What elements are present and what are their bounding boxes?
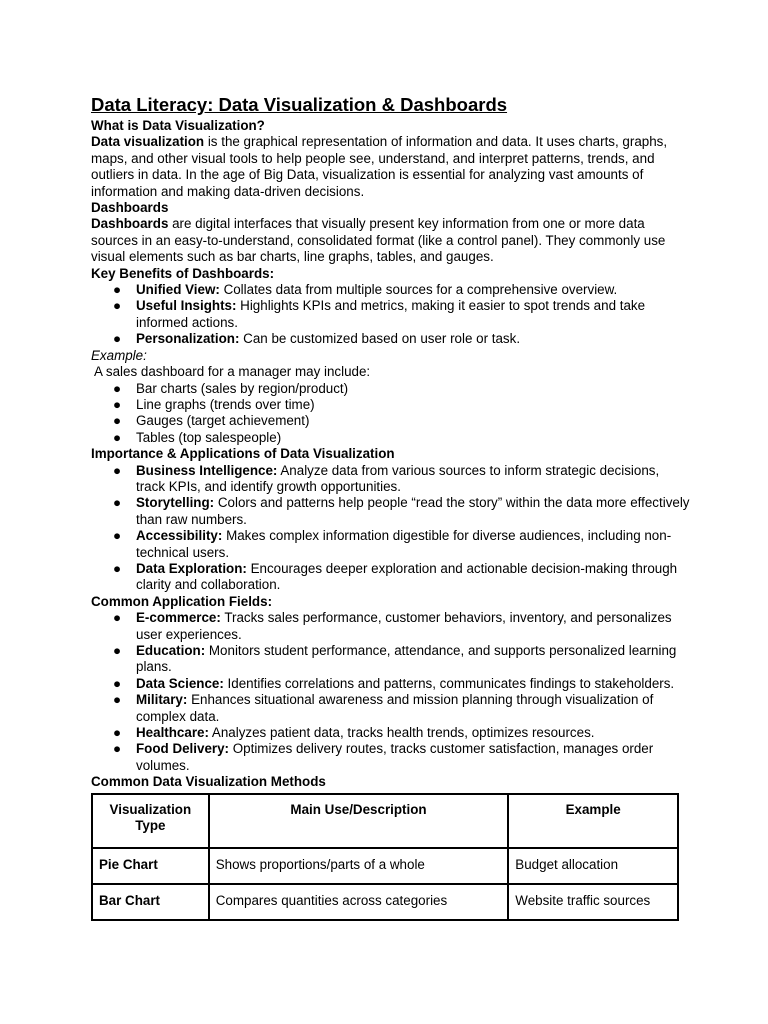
bullet-icon: ● <box>113 725 122 741</box>
fields-list <box>91 610 691 774</box>
item-text: Tables (top salespeople) <box>136 429 282 445</box>
list-item <box>91 495 691 528</box>
page-title: Data Literacy: Data Visualization & Dashboards <box>91 94 508 115</box>
item-term: Food Delivery: <box>136 741 230 757</box>
table-cell: Bar Chart <box>92 884 209 920</box>
dashboards-heading: Dashboards <box>91 200 169 216</box>
bullet-icon: ● <box>113 560 122 576</box>
table-cell: Shows proportions/parts of a whole <box>209 848 509 884</box>
table-cell: Website traffic sources <box>508 884 678 920</box>
example-list <box>91 381 691 447</box>
item-text: Colors and patterns help people “read the story” within the data more effectively than raw numbers. <box>136 495 690 527</box>
table-cell: Budget allocation <box>508 848 678 884</box>
item-text: Can be customized based on user role or task. <box>239 331 521 347</box>
bullet-icon: ● <box>113 495 122 511</box>
list-item <box>91 413 691 429</box>
bullet-icon: ● <box>113 298 122 314</box>
methods-heading: Common Data Visualization Methods <box>91 774 326 790</box>
item-term: Personalization: <box>136 331 240 347</box>
table-header-row <box>92 794 678 848</box>
table-row <box>92 848 678 884</box>
list-item <box>91 331 691 347</box>
item-term: Useful Insights: <box>136 298 237 314</box>
item-term: Unified View: <box>136 282 220 298</box>
list-item <box>91 397 691 413</box>
benefits-heading: Key Benefits of Dashboards: <box>91 265 275 281</box>
item-term: Military: <box>136 692 188 708</box>
list-item <box>91 725 691 741</box>
item-term: E-commerce: <box>136 610 221 626</box>
dashboards-term: Dashboards <box>91 216 169 232</box>
item-term: Storytelling: <box>136 495 215 511</box>
what-is-paragraph <box>91 134 691 200</box>
item-text: Bar charts (sales by region/product) <box>136 380 349 396</box>
item-term: Business Intelligence: <box>136 462 278 478</box>
item-text: Analyze data from various sources to inform strategic decisions, track KPIs, and identify growth opportunities. <box>136 462 660 494</box>
column-header: Main Use/Description <box>209 794 509 848</box>
list-item <box>91 430 691 446</box>
item-text: Gauges (target achievement) <box>136 413 310 429</box>
bullet-icon: ● <box>113 380 122 396</box>
what-is-heading: What is Data Visualization? <box>91 118 265 133</box>
methods-table <box>91 793 679 921</box>
table-cell: Pie Chart <box>92 848 209 884</box>
list-item <box>91 741 691 774</box>
benefits-list <box>91 282 691 348</box>
item-term: Data Science: <box>136 675 224 691</box>
item-text: Enhances situational awareness and mission planning through visualization of complex data. <box>136 692 654 724</box>
list-item <box>91 610 691 643</box>
table-cell: Compares quantities across categories <box>209 884 509 920</box>
item-text: Collates data from multiple sources for a comprehensive overview. <box>219 282 618 298</box>
list-item <box>91 643 691 676</box>
dashboards-text: are digital interfaces that visually present key information from one or more data sources in an easy-to-understand, consolidated format (like a control panel). They commonly use visual elements such as bar charts, line graphs, tables, and gauges. <box>91 216 666 265</box>
bullet-icon: ● <box>113 692 122 708</box>
importance-list <box>91 463 691 594</box>
bullet-icon: ● <box>113 282 122 298</box>
bullet-icon: ● <box>113 331 122 347</box>
document-content <box>91 94 691 921</box>
bullet-icon: ● <box>113 528 122 544</box>
bullet-icon: ● <box>113 741 122 757</box>
column-header: Example <box>508 794 678 848</box>
item-text: Monitors student performance, attendance, and supports personalized learning plans. <box>136 643 677 675</box>
list-item <box>91 676 691 692</box>
importance-heading: Importance & Applications of Data Visualization <box>91 446 395 462</box>
list-item <box>91 298 691 331</box>
bullet-icon: ● <box>113 462 122 478</box>
example-label: Example: <box>91 347 147 363</box>
item-term: Accessibility: <box>136 528 223 544</box>
item-text: Line graphs (trends over time) <box>136 396 315 412</box>
fields-heading: Common Application Fields: <box>91 593 273 609</box>
list-item <box>91 282 691 298</box>
item-text: Optimizes delivery routes, tracks customer satisfaction, manages order volumes. <box>136 741 654 773</box>
example-intro: A sales dashboard for a manager may include: <box>94 364 371 380</box>
item-text: Identifies correlations and patterns, communicates findings to stakeholders. <box>223 675 675 691</box>
column-header: Visualization Type <box>92 794 209 848</box>
item-text: Encourages deeper exploration and actionable decision-making through clarity and collaboration. <box>136 560 678 593</box>
dashboards-paragraph <box>91 216 691 265</box>
bullet-icon: ● <box>113 643 122 658</box>
bullet-icon: ● <box>113 429 122 445</box>
list-item <box>91 528 691 561</box>
what-is-text: is the graphical representation of information and data. It uses charts, graphs, maps, and other visual tools to help people see, understand, and interpret patterns, trends, and outliers in data. In the age of Big Data, visualization is essential for analyzing vast amounts of information and making data-driven decisions. <box>91 134 668 199</box>
list-item <box>91 692 691 725</box>
bullet-icon: ● <box>113 413 122 429</box>
item-text: Highlights KPIs and metrics, making it easier to spot trends and take informed actions. <box>136 298 646 330</box>
item-term: Data Exploration: <box>136 560 247 576</box>
list-item <box>91 463 691 496</box>
list-item <box>91 561 691 594</box>
item-term: Education: <box>136 643 206 658</box>
item-text: Tracks sales performance, customer behaviors, inventory, and personalizes user experiences. <box>136 610 672 642</box>
what-is-term: Data visualization <box>91 134 205 150</box>
table-row <box>92 884 678 920</box>
bullet-icon: ● <box>113 396 122 412</box>
item-text: Makes complex information digestible for diverse audiences, including non-technical users. <box>136 528 672 560</box>
bullet-icon: ● <box>113 610 122 626</box>
list-item <box>91 381 691 397</box>
item-term: Healthcare: <box>136 725 209 741</box>
item-text: Analyzes patient data, tracks health trends, optimizes resources. <box>208 725 595 741</box>
bullet-icon: ● <box>113 675 122 691</box>
